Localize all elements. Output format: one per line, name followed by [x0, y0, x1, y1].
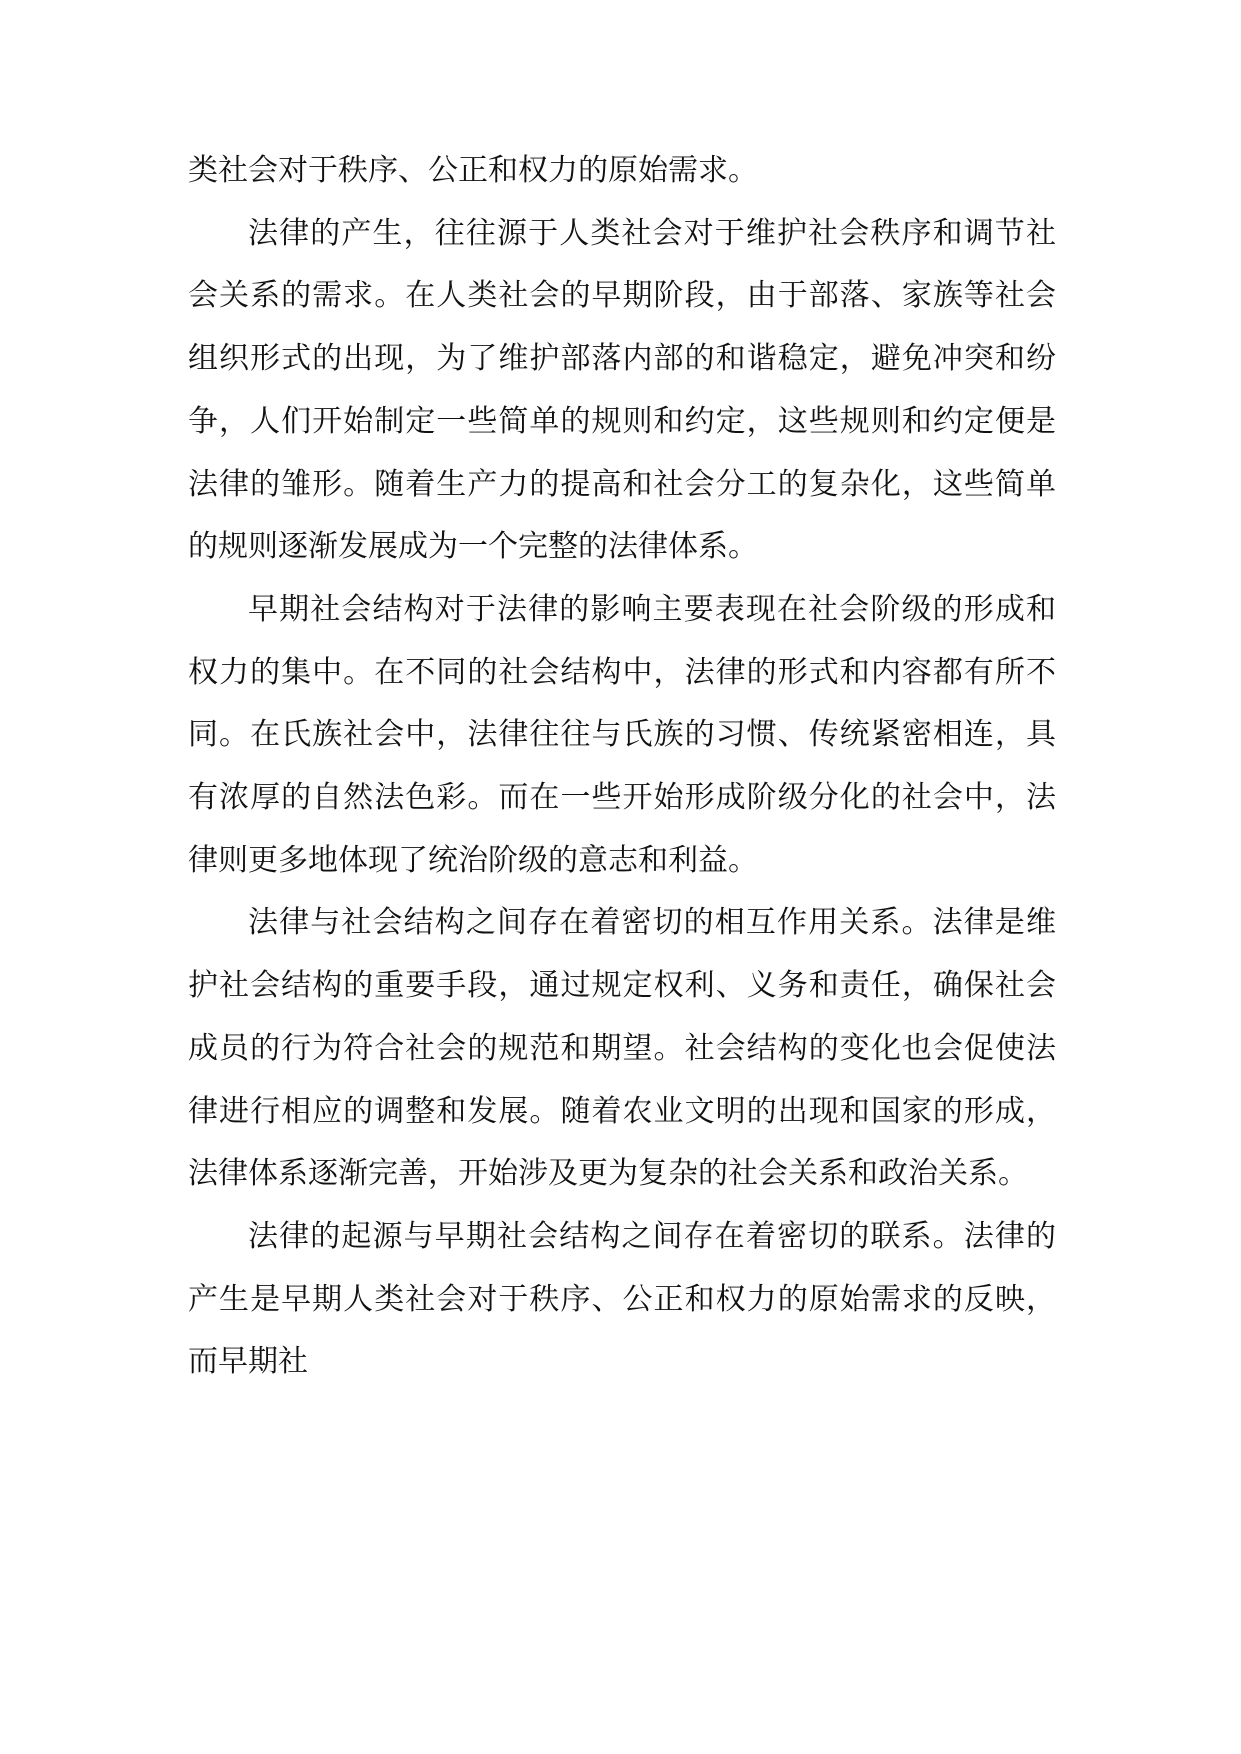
body-text: [188, 140, 1056, 1394]
paragraph-social-structure-influence: 早期社会结构对于法律的影响主要表现在社会阶级的形成和权力的集中。在不同的社会结构中，法律的形式和内容都有所不同。在氏族社会中，法律往往与氏族的习惯、传统紧密相连，具有浓厚的自然法色彩。而在一些开始形成阶级分化的社会中，法律则更多地体现了统治阶级的意志和利益。: [188, 591, 1056, 878]
paragraph-conclusion: 法律的起源与早期社会结构之间存在着密切的联系。法律的产生是早期人类社会对于秩序、公正和权力的原始需求的反映，而早期社: [188, 1218, 1056, 1380]
paragraph-law-origin: 法律的产生，往往源于人类社会对于维护社会秩序和调节社会关系的需求。在人类社会的早期阶段，由于部落、家族等社会组织形式的出现，为了维护部落内部的和谐稳定，避免冲突和纷争，人们开始制定一些简单的规则和约定，这些规则和约定便是法律的雏形。随着生产力的提高和社会分工的复杂化，这些简单的规则逐渐发展成为一个完整的法律体系。: [188, 215, 1056, 565]
paragraph-continuation: 类社会对于秩序、公正和权力的原始需求。: [188, 153, 758, 188]
paragraph-interaction: 法律与社会结构之间存在着密切的相互作用关系。法律是维护社会结构的重要手段，通过规定权利、义务和责任，确保社会成员的行为符合社会的规范和期望。社会结构的变化也会促使法律进行相应的调整和发展。随着农业文明的出现和国家的形成，法律体系逐渐完善，开始涉及更为复杂的社会关系和政治关系。: [188, 905, 1056, 1192]
